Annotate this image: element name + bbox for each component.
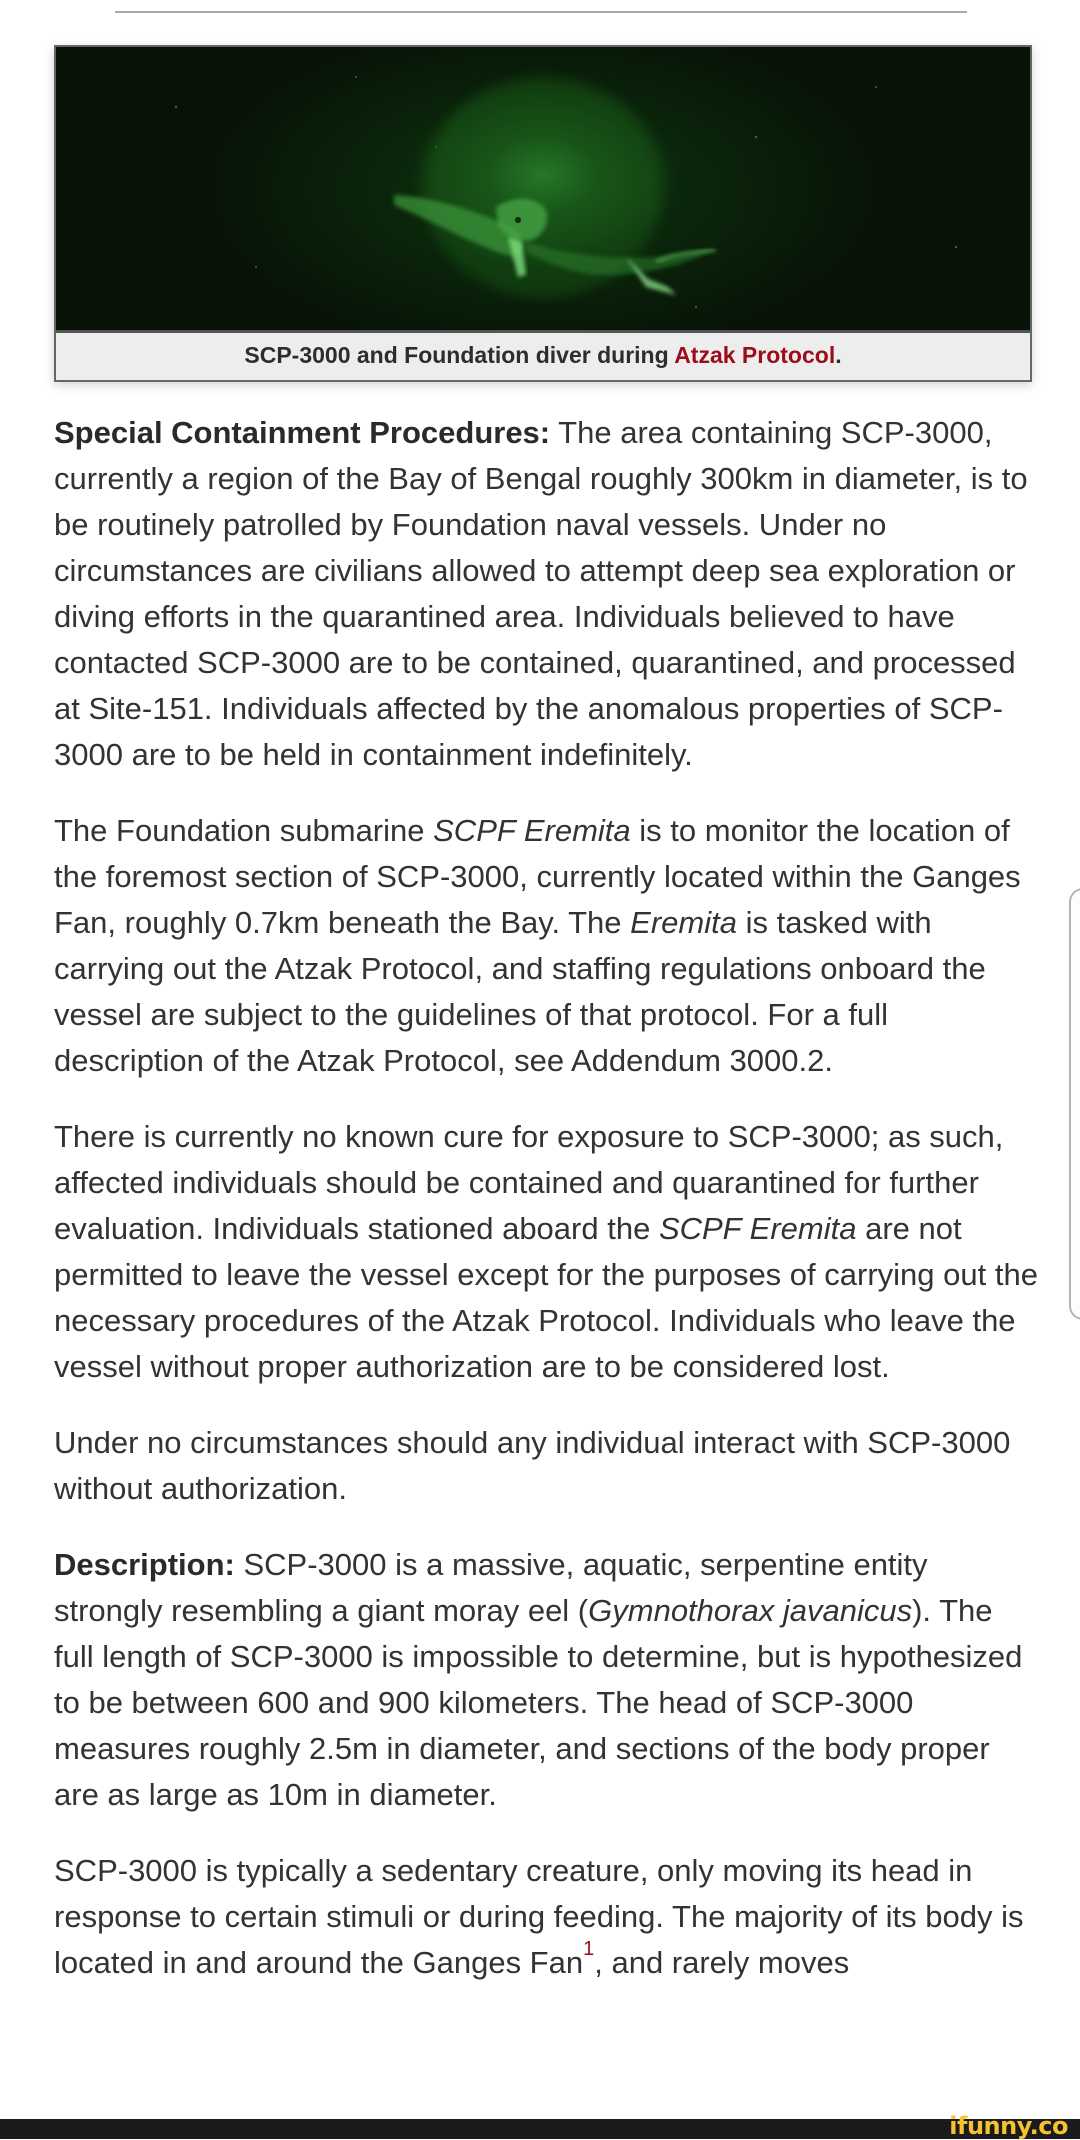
figure-caption	[56, 333, 1030, 380]
article-body	[54, 410, 1039, 2016]
section-label-containment: Special Containment Procedures:	[54, 415, 551, 450]
paragraph-text: is tasked with carrying out the Atzak Protocol, and staffing regulations onboard the vessel are subject to the guidelines of that protocol. For a full description of the Atzak Protocol, see Addendum 3000.2.	[54, 905, 986, 1078]
italic-species-name: Gymnothorax javanicus	[588, 1593, 913, 1628]
italic-vessel-name: SCPF Eremita	[433, 813, 631, 848]
description-paragraph	[54, 1542, 1039, 1818]
containment-procedures-paragraph	[54, 410, 1039, 778]
paragraph-text: The Foundation submarine	[54, 813, 434, 848]
paragraph-text: SCP-3000 is a massive, aquatic, serpentine entity strongly resembling a giant moray eel (	[54, 1547, 928, 1628]
paragraph-text: The area containing SCP-3000, currently a region of the Bay of Bengal roughly 300km in diameter, is to be routinely patrolled by Foundation naval vessels. Under no circumstances are civilians allowed to attempt deep sea exploration or diving efforts in the quarantined area. Individuals believed to have contacted SCP-3000 are to be contained, quarantined, and processed at Site-151. Individuals affected by the anomalous properties of SCP-3000 are to be held in containment indefinitely.	[54, 415, 1028, 772]
caption-text: SCP-3000 and Foundation diver during	[244, 342, 675, 368]
atzak-protocol-link[interactable]: Atzak Protocol	[674, 342, 836, 368]
caption-period: .	[835, 342, 842, 368]
ifunny-watermark: ifunny.co	[949, 2112, 1068, 2140]
paragraph-text: There is currently no known cure for exposure to SCP-3000; as such, affected individuals should be contained and quarantined for further evaluation. Individuals stationed aboard the	[54, 1119, 1004, 1246]
paragraph-text: , and rarely moves	[594, 1945, 850, 1980]
footnote-link-1[interactable]: 1	[583, 1938, 595, 1960]
paragraph-text: SCP-3000 is typically a sedentary creature, only moving its head in response to certain stimuli or during feeding. The majority of its body is located in and around the Ganges Fan	[54, 1853, 1024, 1980]
image-figure	[54, 45, 1032, 382]
edge-panel-handle[interactable]	[1069, 888, 1080, 1320]
behavior-paragraph	[54, 1848, 1039, 1986]
paragraph-text: is to monitor the location of the foremost section of SCP-3000, currently located within the Ganges Fan, roughly 0.7km beneath the Bay. The	[54, 813, 1021, 940]
scp-3000-image[interactable]	[56, 47, 1030, 333]
italic-vessel-name: Eremita	[630, 905, 737, 940]
paragraph-text: are not permitted to leave the vessel except for the purposes of carrying out the necessary procedures of the Atzak Protocol. Individuals who leave the vessel without proper authorization are to be considered lost.	[54, 1211, 1038, 1384]
night-vision-creature-graphic	[56, 47, 1030, 330]
section-label-description: Description:	[54, 1547, 235, 1582]
exposure-paragraph	[54, 1114, 1039, 1390]
watermark-bar	[0, 2112, 1080, 2140]
paragraph-text: ). The full length of SCP-3000 is impossible to determine, but is hypothesized to be between 600 and 900 kilometers. The head of SCP-3000 measures roughly 2.5m in diameter, and sections of the body proper are as large as 10m in diameter.	[54, 1593, 1023, 1812]
italic-vessel-name: SCPF Eremita	[658, 1211, 857, 1246]
eremita-paragraph	[54, 808, 1039, 1084]
horizontal-rule	[115, 11, 967, 13]
authorization-paragraph: Under no circumstances should any individual interact with SCP-3000 without authorization.	[54, 1425, 1011, 1506]
